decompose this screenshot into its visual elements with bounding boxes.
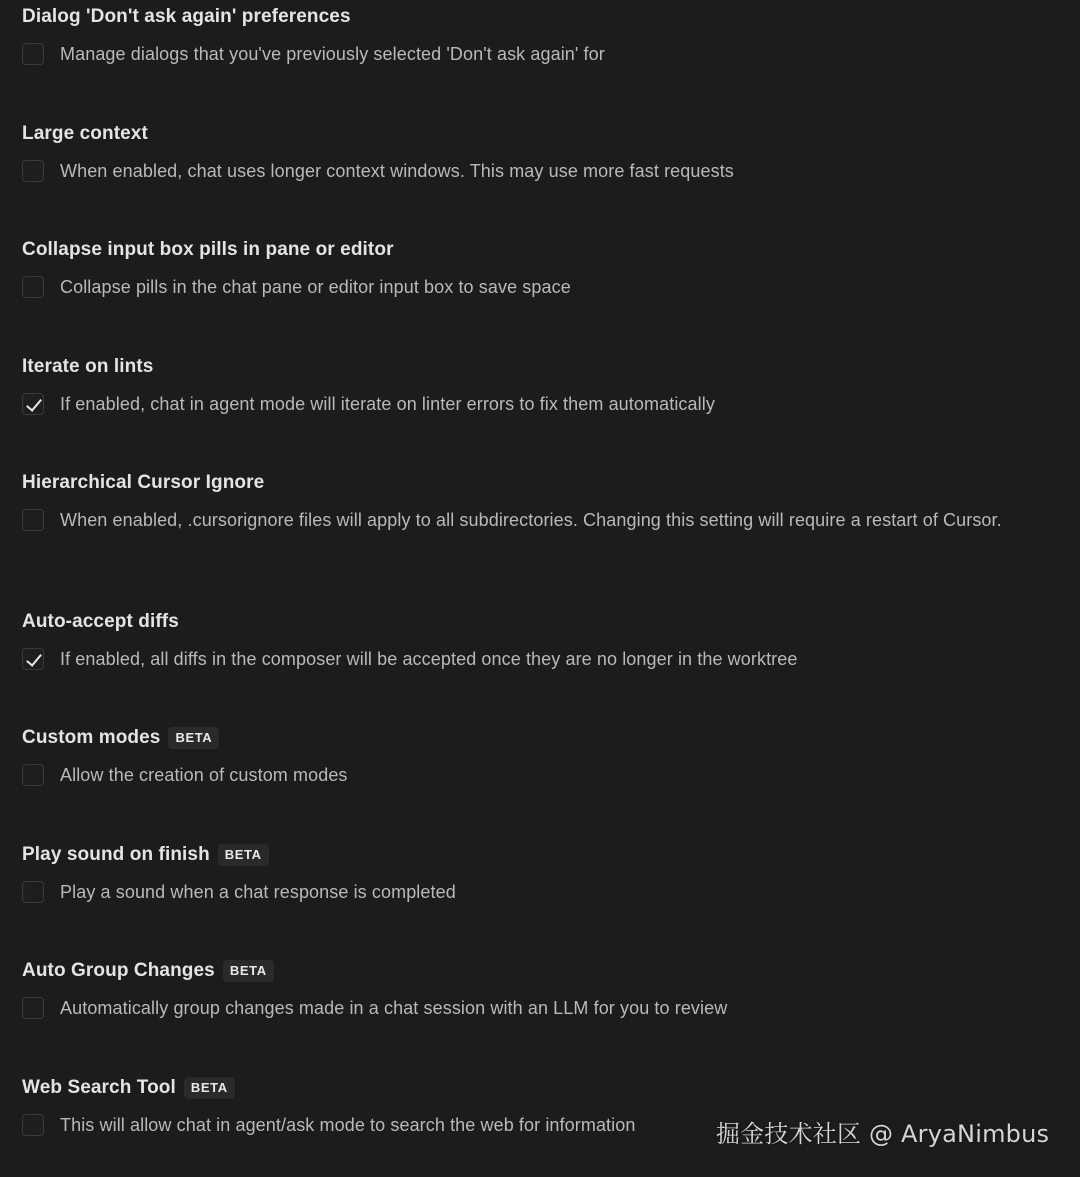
beta-badge: BETA: [184, 1077, 235, 1099]
hierarchical-cursor-ignore-checkbox[interactable]: [22, 509, 44, 531]
setting-title-row: [22, 236, 1062, 264]
setting-control-row: [22, 393, 1062, 416]
watermark: 掘金技术社区 @ AryaNimbus: [716, 1120, 1050, 1148]
setting-control-row: [22, 881, 1062, 904]
setting-title-row: [22, 469, 1062, 497]
setting-title-row: [22, 957, 1062, 985]
setting-title-row: [22, 1074, 1062, 1102]
setting-description: When enabled, chat uses longer context windows. This may use more fast requests: [60, 161, 734, 181]
setting-description: If enabled, chat in agent mode will iterate on linter errors to fix them automatically: [60, 394, 715, 414]
auto-accept-diffs-checkbox[interactable]: [22, 648, 44, 670]
setting-title-row: [22, 841, 1062, 869]
large-context-checkbox[interactable]: [22, 160, 44, 182]
setting-control-row: [22, 648, 1062, 671]
setting-description: This will allow chat in agent/ask mode to search the web for information: [60, 1115, 636, 1135]
setting-title: Large context: [22, 123, 148, 144]
setting-description: Allow the creation of custom modes: [60, 765, 348, 785]
setting-title-row: [22, 724, 1062, 752]
setting-large-context: [22, 120, 1062, 183]
setting-control-row: [22, 764, 1062, 787]
setting-iterate-on-lints: [22, 353, 1062, 416]
setting-play-sound: [22, 841, 1062, 904]
setting-title: Iterate on lints: [22, 356, 154, 377]
setting-control-row: [22, 276, 1062, 299]
auto-group-changes-checkbox[interactable]: [22, 997, 44, 1019]
setting-description: Automatically group changes made in a chat session with an LLM for you to review: [60, 998, 728, 1018]
setting-title: Play sound on finish: [22, 844, 210, 865]
setting-description: If enabled, all diffs in the composer will be accepted once they are no longer in the worktree: [60, 649, 798, 669]
play-sound-checkbox[interactable]: [22, 881, 44, 903]
setting-collapse-pills: [22, 236, 1062, 299]
setting-control-row: [22, 160, 1062, 183]
setting-hierarchical-cursor-ignore: [22, 469, 1062, 532]
setting-auto-group-changes: [22, 957, 1062, 1020]
iterate-on-lints-checkbox[interactable]: [22, 393, 44, 415]
setting-control-row: [22, 509, 1062, 532]
collapse-pills-checkbox[interactable]: [22, 276, 44, 298]
setting-auto-accept-diffs: [22, 608, 1062, 671]
beta-badge: BETA: [168, 727, 219, 749]
setting-dont-ask-again: [22, 3, 1062, 66]
setting-description: Manage dialogs that you've previously selected 'Don't ask again' for: [60, 44, 605, 64]
setting-title: Dialog 'Don't ask again' preferences: [22, 6, 351, 27]
dont-ask-again-checkbox[interactable]: [22, 43, 44, 65]
setting-description: When enabled, .cursorignore files will apply to all subdirectories. Changing this setting will require a restart of Cursor.: [60, 510, 1002, 530]
setting-title-row: [22, 353, 1062, 381]
setting-description: Play a sound when a chat response is completed: [60, 882, 456, 902]
setting-title-row: [22, 3, 1062, 31]
setting-title: Custom modes: [22, 727, 161, 748]
setting-title: Hierarchical Cursor Ignore: [22, 472, 265, 493]
setting-control-row: [22, 997, 1062, 1020]
beta-badge: BETA: [223, 960, 274, 982]
setting-custom-modes: [22, 724, 1062, 787]
setting-title: Web Search Tool: [22, 1077, 176, 1098]
setting-title: Auto-accept diffs: [22, 611, 179, 632]
setting-title-row: [22, 608, 1062, 636]
setting-title: Auto Group Changes: [22, 960, 215, 981]
web-search-tool-checkbox[interactable]: [22, 1114, 44, 1136]
setting-title-row: [22, 120, 1062, 148]
custom-modes-checkbox[interactable]: [22, 764, 44, 786]
beta-badge: BETA: [218, 844, 269, 866]
setting-title: Collapse input box pills in pane or editor: [22, 239, 394, 260]
setting-control-row: [22, 43, 1062, 66]
setting-description: Collapse pills in the chat pane or editor input box to save space: [60, 277, 571, 297]
